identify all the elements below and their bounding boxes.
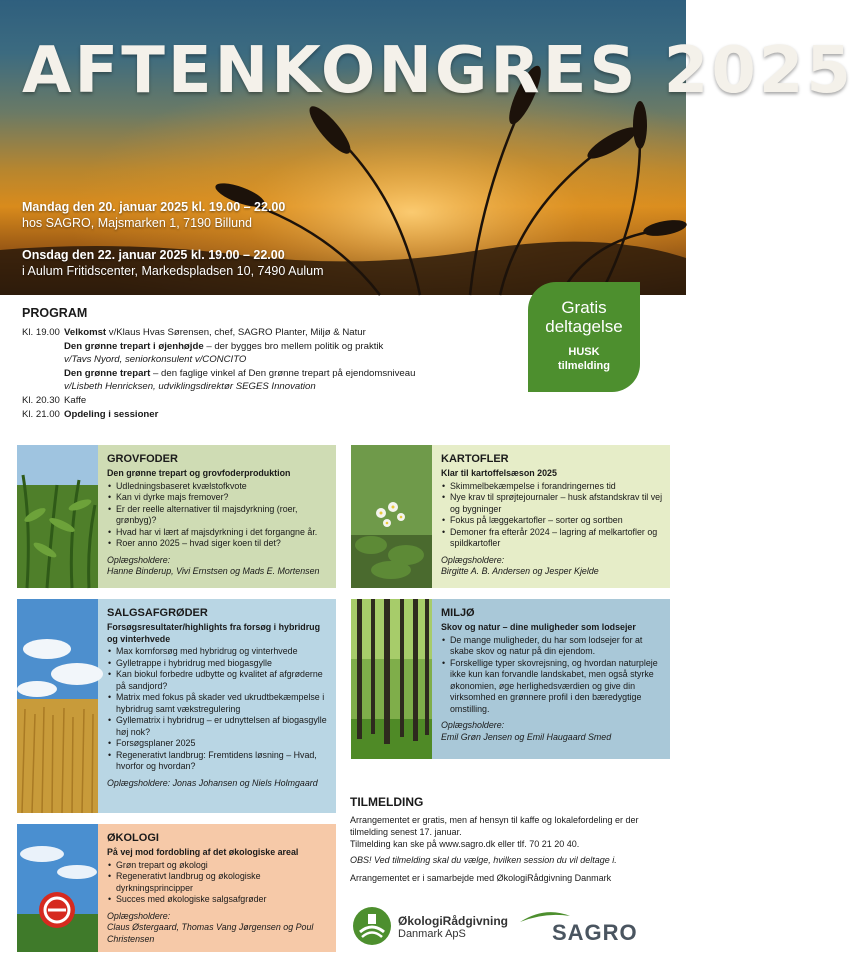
list-item: • Hvad har vi lært af majsdyrkning i det forgangne år.	[107, 527, 331, 539]
organic-label-image	[17, 824, 98, 952]
okologi-speakers-label: Oplægsholdere:	[107, 910, 171, 921]
list-item: • Nye krav til sprøjtejournaler – husk afstandskrav til vej og bygninger	[441, 492, 665, 515]
salgsafgroder-speakers: Oplægsholdere: Jonas Johansen og Niels Holmgaard	[107, 777, 318, 788]
session-miljo	[351, 599, 670, 759]
list-item: • Skimmelbekæmpelse i forandringernes tid	[441, 481, 665, 493]
hero-banner	[0, 0, 854, 295]
page-title: AFTENKONGRES 2025	[22, 34, 854, 108]
badge-line2: deltagelse	[545, 317, 623, 336]
program-row	[22, 380, 415, 394]
grovfoder-bullets	[107, 481, 331, 550]
list-item: • Kan biokul forbedre udbytte og kvalitet af afgrøderne på sandjord?	[107, 669, 331, 692]
grovfoder-subtitle: Den grønne trepart og grovfoderproduktion	[107, 468, 291, 478]
program-item-title: Den grønne trepart i øjenhøjde	[64, 340, 204, 352]
salgsafgroder-bullets	[107, 646, 331, 773]
okologi-speakers: Claus Østergaard, Thomas Vang Jørgensen og Poul Christensen	[107, 922, 314, 944]
wheat-field-image	[17, 599, 98, 813]
list-item: • Forsøgsplaner 2025	[107, 738, 331, 750]
program-row	[22, 367, 415, 381]
program-item-text: Kaffe	[64, 394, 87, 406]
kartofler-title: KARTOFLER	[441, 453, 509, 465]
program-row	[22, 340, 415, 354]
registration-section	[350, 796, 670, 884]
registration-obs: OBS! Ved tilmelding skal du vælge, hvilken session du vil deltage i.	[350, 855, 617, 865]
miljo-bullets	[441, 635, 665, 716]
program-speaker: v/Lisbeth Henricksen, udviklingsdirektør SEGES Innovation	[64, 381, 316, 393]
program-time: Kl. 20.30	[22, 394, 60, 406]
list-item: • Kan vi dyrke majs fremover?	[107, 492, 331, 504]
badge-line1: Gratis	[561, 298, 607, 317]
registration-partner: Arrangementet er i samarbejde med ØkologiRådgivning Danmark	[350, 873, 612, 883]
okologi-logo-text: ØkologiRådgivning	[398, 914, 508, 928]
registration-text: Arrangementet er gratis, men af hensyn til kaffe og lokalefordeling er der tilmelding senest 17. januar.	[350, 815, 639, 837]
list-item: • Gylletrappe i hybridrug med biogasgylle	[107, 658, 331, 670]
miljo-speakers: Emil Grøn Jensen og Emil Haugaard Smed	[441, 731, 612, 742]
program-item-title: Den grønne trepart	[64, 367, 151, 379]
list-item: • Fokus på læggekartofler – sorter og sortben	[441, 515, 665, 527]
program-row	[22, 408, 415, 422]
miljo-speakers-label: Oplægsholdere:	[441, 720, 505, 730]
salgsafgroder-title: SALGSAFGRØDER	[107, 607, 208, 619]
program-speaker: v/Tavs Nyord, seniorkonsulent v/CONCITO	[64, 354, 247, 366]
program-row	[22, 326, 415, 340]
list-item: • Udledningsbaseret kvælstofkvote	[107, 481, 331, 493]
list-item: • Er der reelle alternativer til majsdyrkning (roer, grønbyg)?	[107, 504, 331, 527]
session-kartofler	[351, 445, 670, 588]
program-item-title: Opdeling i sessioner	[64, 408, 159, 420]
grovfoder-speakers-label: Oplægsholdere:	[107, 554, 171, 565]
list-item: • Gyllematrix i hybridrug – er udnyttelsen af biogasgylle høj nok?	[107, 715, 331, 738]
miljo-subtitle: Skov og natur – dine muligheder som lodsejer	[441, 622, 636, 632]
list-item: • Regenerativt landbrug: Fremtidens løsning – Hvad, hvorfor og hvordan?	[107, 750, 331, 773]
program-time: Kl. 21.00	[22, 408, 60, 420]
kartofler-subtitle: Klar til kartoffelsæson 2025	[441, 468, 557, 478]
list-item: • Forskellige typer skovrejsning, og hvordan naturpleje ikke kun kan forvandle landskabet, men også styrke økonomien, øge herlighedsværdien og give din virksomhed en grønnere profil i den bæredygtige omstilling.	[441, 658, 665, 716]
potato-plant-image	[351, 445, 432, 588]
okologi-logo-subtext: Danmark ApS	[398, 928, 466, 940]
forest-image	[351, 599, 432, 759]
miljo-title: MILJØ	[441, 607, 475, 619]
registration-contact: Tilmelding kan ske på www.sagro.dk eller tlf. 70 21 20 40.	[350, 839, 580, 849]
kartofler-speakers: Birgitte A. B. Andersen og Jesper Kjelde	[441, 566, 599, 576]
registration-heading: TILMELDING	[350, 795, 424, 809]
grovfoder-title: GROVFODER	[107, 453, 178, 465]
program-item-text: – den faglige vinkel af Den grønne trepart på ejendomsniveau	[150, 367, 416, 379]
okologiradgivning-logo	[352, 904, 512, 950]
event-monday-date: Mandag den 20. januar 2025 kl. 19.00 – 22.00	[22, 200, 286, 214]
session-grovfoder	[17, 445, 336, 588]
list-item: • Demoner fra efterår 2024 – lagring af melkartofler og spildkartofler	[441, 527, 665, 550]
okologi-emblem-icon	[352, 906, 392, 946]
salgsafgroder-subtitle: Forsøgsresultater/highlights fra forsøg i hybridrug og vinterhvede	[107, 622, 321, 644]
kartofler-bullets	[441, 481, 665, 550]
list-item: • Regenerativt landbrug og økologiske dyrkningsprincipper	[107, 871, 331, 894]
list-item: • Matrix med fokus på skader ved ukrudtbekæmpelse i hybridrug samt vækstregulering	[107, 692, 331, 715]
program-row	[22, 353, 415, 367]
kartofler-speakers-label: Oplægsholdere:	[441, 554, 505, 565]
badge-line3: HUSK	[568, 346, 600, 358]
program-row	[22, 394, 415, 408]
event-monday	[22, 199, 285, 231]
program-time: Kl. 19.00	[22, 327, 60, 338]
program-list	[22, 326, 415, 421]
list-item: • De mange muligheder, du har som lodsejer for at skabe skov og natur på din ejendom.	[441, 635, 665, 658]
list-item: • Succes med økologiske salgsafgrøder	[107, 894, 331, 906]
okologi-title: ØKOLOGI	[107, 832, 159, 844]
program-item-title: Velkomst	[64, 327, 107, 338]
event-wednesday-date: Onsdag den 22. januar 2025 kl. 19.00 – 22.00	[22, 248, 285, 262]
grovfoder-speakers: Hanne Binderup, Vivi Ernstsen og Mads E. Mortensen	[107, 566, 320, 576]
event-wednesday	[22, 247, 324, 279]
okologi-bullets	[107, 860, 331, 906]
sagro-logo	[520, 908, 662, 948]
list-item: • Max kornforsøg med hybridrug og vinterhvede	[107, 646, 331, 658]
program-item-text: v/Klaus Hvas Sørensen, chef, SAGRO Planter, Miljø & Natur	[106, 327, 366, 338]
corn-field-image	[17, 445, 98, 588]
okologi-subtitle: På vej mod fordobling af det økologiske areal	[107, 847, 299, 857]
list-item: • Roer anno 2025 – hvad siger koen til det?	[107, 538, 331, 550]
program-item-text: – der bygges bro mellem politik og praktik	[203, 340, 384, 352]
free-participation-badge	[528, 282, 640, 392]
list-item: • Grøn trepart og økologi	[107, 860, 331, 872]
program-heading: PROGRAM	[22, 306, 88, 320]
session-salgsafgroder	[17, 599, 336, 813]
event-monday-location: hos SAGRO, Majsmarken 1, 7190 Billund	[22, 216, 252, 230]
sagro-logo-text: SAGRO	[552, 920, 638, 945]
badge-line4: tilmelding	[558, 360, 610, 372]
session-okologi	[17, 824, 336, 952]
event-wednesday-location: i Aulum Fritidscenter, Markedspladsen 10, 7490 Aulum	[22, 264, 324, 278]
